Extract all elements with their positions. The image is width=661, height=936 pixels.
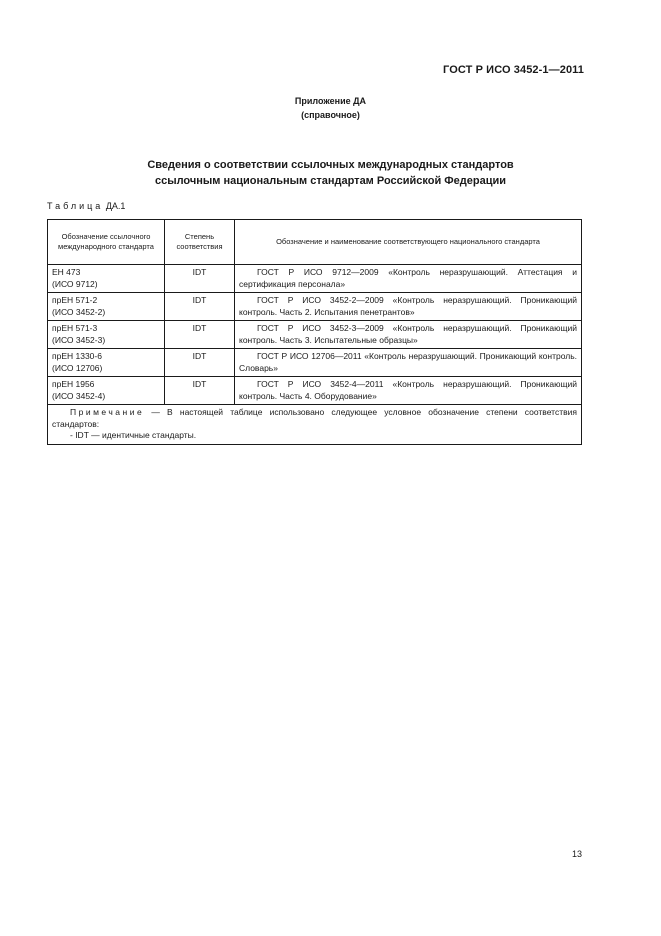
page-number: 13 [571,849,582,859]
table-caption-word: Таблица [47,201,104,211]
reference-iso-code: (ИСО 9712) [52,278,98,289]
section-title [0,157,661,189]
national-standard-cell [235,321,582,349]
section-title-line-2: ссылочным национальным стандартам Российской Федерации [154,175,507,187]
table-row [48,293,582,321]
appendix-title: Приложение ДА [294,96,367,106]
reference-code: ЕН 473 [52,267,81,277]
national-standard-text: ГОСТ Р ИСО 3452-3—2009 «Контроль неразрушающий. Проникающий контроль. Часть 3. Испытательные образцы» [239,323,577,345]
table-row [48,265,582,293]
header-degree: Степень соответствия [165,220,235,265]
national-standard-cell [235,293,582,321]
table-row [48,321,582,349]
standards-table [47,219,582,445]
table-caption-id: ДА.1 [105,201,126,211]
reference-iso-code: (ИСО 12706) [52,362,103,373]
header-reference-standard: Обозначение ссылочного международного стандарта [48,220,165,265]
table-note-row [48,405,582,445]
reference-standard-cell [48,293,165,321]
note-item: - IDT — идентичные стандарты. [70,430,197,440]
table-header-row [48,220,582,265]
national-standard-cell [235,265,582,293]
table-row [48,349,582,377]
header-national-standard: Обозначение и наименование соответствующего национального стандарта [235,220,582,265]
reference-code: прЕН 571-3 [52,323,98,333]
national-standard-text: ГОСТ Р ИСО 3452-2—2009 «Контроль неразрушающий. Проникающий контроль. Часть 2. Испытания пенетрантов» [239,295,577,317]
degree-cell: IDT [165,293,235,321]
section-title-line-1: Сведения о соответствии ссылочных международных стандартов [147,159,514,171]
reference-code: прЕН 571-2 [52,295,98,305]
note-text: — В настоящей таблице использовано следующее условное обозначение степени соответствия стандартов: [52,407,577,429]
note-label: Примечание [70,407,145,417]
table-note [48,405,582,445]
degree-cell: IDT [165,349,235,377]
national-standard-text: ГОСТ Р ИСО 9712—2009 «Контроль неразрушающий. Аттестация и сертификация персонала» [239,267,577,289]
reference-standard-cell [48,265,165,293]
reference-standard-cell [48,349,165,377]
table-row [48,377,582,405]
note-paragraph [52,407,577,430]
document-code: ГОСТ Р ИСО 3452-1—2011 [443,64,584,76]
reference-iso-code: (ИСО 3452-3) [52,334,106,345]
degree-cell: IDT [165,377,235,405]
reference-code: прЕН 1330-6 [52,351,102,361]
national-standard-cell [235,349,582,377]
appendix-heading [0,94,661,122]
national-standard-cell [235,377,582,405]
reference-standard-cell [48,321,165,349]
reference-iso-code: (ИСО 3452-2) [52,306,106,317]
reference-iso-code: (ИСО 3452-4) [52,390,106,401]
appendix-subtitle: (справочное) [301,110,360,120]
reference-code: прЕН 1956 [52,379,95,389]
national-standard-text: ГОСТ Р ИСО 12706—2011 «Контроль неразрушающий. Проникающий контроль. Словарь» [239,351,577,373]
degree-cell: IDT [165,265,235,293]
national-standard-text: ГОСТ Р ИСО 3452-4—2011 «Контроль неразрушающий. Проникающий контроль. Часть 4. Оборудование» [239,379,577,401]
reference-standard-cell [48,377,165,405]
degree-cell: IDT [165,321,235,349]
table-caption [47,201,125,211]
